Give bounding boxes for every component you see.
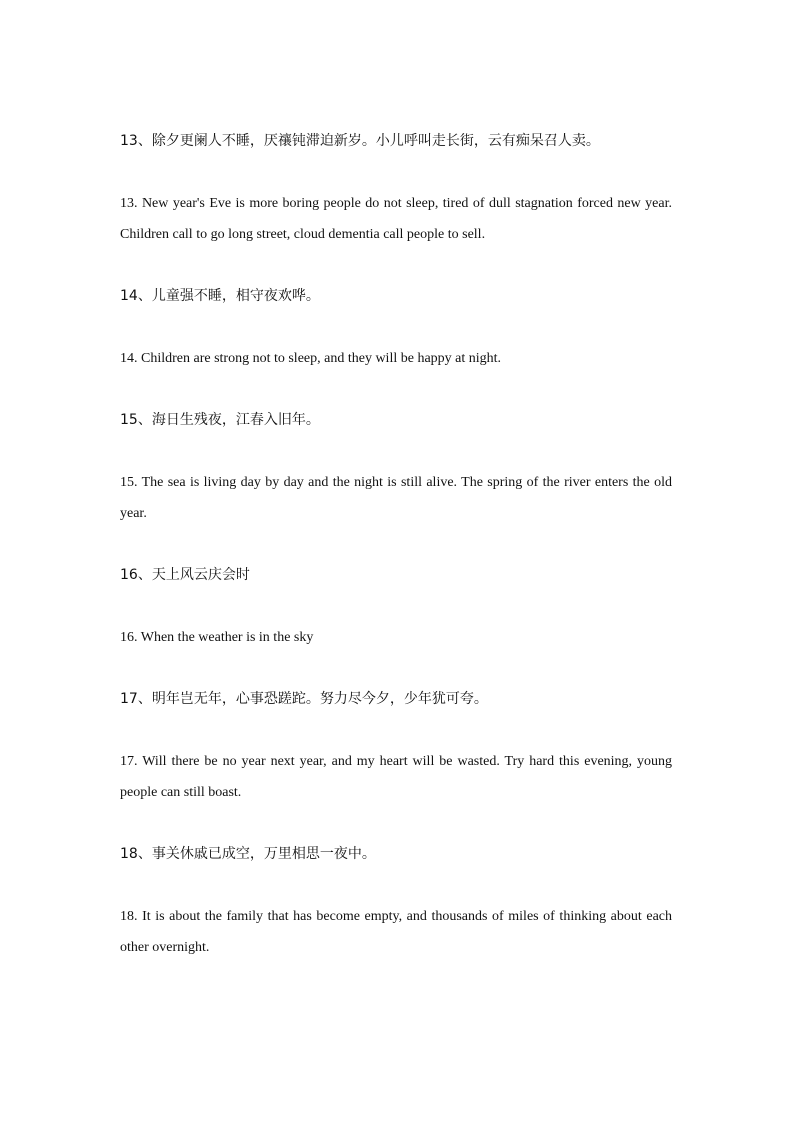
poem-line-18-chinese: 18、事关休戚已成空，万里相思一夜中。 xyxy=(120,846,376,862)
poem-line-16-english: 16. When the weather is in the sky xyxy=(120,630,314,645)
poem-line-18-english: 18. It is about the family that has become empty, and thousands of miles of thinking about each other overnight. xyxy=(120,909,672,955)
poem-line-17-english: 17. Will there be no year next year, and my heart will be wasted. Try hard this evening, young people can still boast. xyxy=(120,754,672,800)
poem-line-13-chinese: 13、除夕更阑人不睡，厌禳钝滞迫新岁。小儿呼叫走长街，云有痴呆召人卖。 xyxy=(120,133,600,149)
poem-line-13-english: 13. New year's Eve is more boring people do not sleep, tired of dull stagnation forced new year. Children call to go long street, cloud dementia call people to sell. xyxy=(120,196,672,242)
poem-line-16-chinese: 16、天上风云庆会时 xyxy=(120,567,250,583)
poem-line-15-english: 15. The sea is living day by day and the night is still alive. The spring of the river enters the old year. xyxy=(120,475,672,521)
poem-line-15-chinese: 15、海日生残夜，江春入旧年。 xyxy=(120,412,320,428)
document-body xyxy=(120,126,672,994)
poem-line-14-chinese: 14、儿童强不睡，相守夜欢哗。 xyxy=(120,288,320,304)
poem-line-14-english: 14. Children are strong not to sleep, and they will be happy at night. xyxy=(120,351,502,366)
poem-line-17-chinese: 17、明年岂无年，心事恐蹉跎。努力尽今夕，少年犹可夸。 xyxy=(120,691,488,707)
